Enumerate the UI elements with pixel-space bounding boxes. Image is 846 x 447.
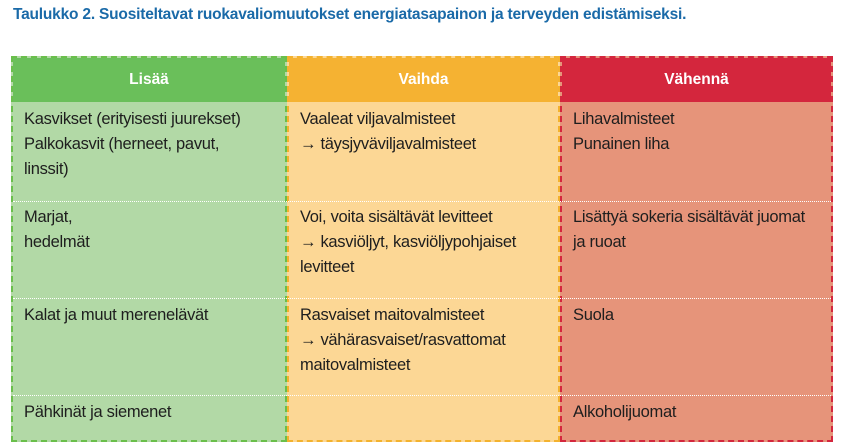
diet-recommendation-table: [11, 56, 833, 442]
cell-vaihda-1: [289, 107, 558, 157]
header-lisaa: Lisää: [13, 58, 285, 102]
cell-line: Alkoholijuomat: [573, 403, 677, 421]
cell-line: Pähkinät ja siemenet: [24, 403, 172, 421]
cell-line: Vaaleat viljavalmisteet: [300, 110, 456, 128]
header-vahenna: Vähennä: [562, 58, 831, 102]
cell-line: hedelmät: [24, 233, 90, 251]
cell-line: maitovalmisteet: [300, 356, 411, 374]
cell-lisaa-2: [13, 205, 285, 255]
cell-line: Kasvikset (erityisesti juurekset): [24, 110, 241, 128]
row-divider: [13, 201, 831, 202]
cell-line: Voi, voita sisältävät levitteet: [300, 208, 493, 226]
cell-line: Marjat,: [24, 208, 73, 226]
cell-vahenna-1: [562, 107, 831, 157]
cell-line: Rasvaiset maitovalmisteet: [300, 306, 485, 324]
cell-vahenna-4: [562, 400, 831, 425]
cell-line: Lihavalmisteet: [573, 110, 675, 128]
row-divider: [13, 395, 831, 396]
cell-vaihda-3: [289, 303, 558, 378]
cell-vahenna-2: [562, 205, 831, 255]
cell-vaihda-2: [289, 205, 558, 280]
cell-line: linssit): [24, 160, 69, 178]
cell-line: levitteet: [300, 258, 355, 276]
header-vaihda: Vaihda: [289, 58, 558, 102]
cell-line: Palkokasvit (herneet, pavut,: [24, 135, 220, 153]
cell-line: ja ruoat: [573, 233, 626, 251]
row-divider: [13, 298, 831, 299]
cell-line: → vähärasvaiset/rasvattomat: [300, 331, 506, 349]
table-title: Taulukko 2. Suositeltavat ruokavaliomuutokset energiatasapainon ja terveyden edistämiseksi.: [13, 6, 687, 23]
cell-line: → kasviöljyt, kasviöljypohjaiset: [300, 233, 516, 251]
cell-line: → täysjyväviljavalmisteet: [300, 135, 476, 153]
cell-vahenna-3: [562, 303, 831, 328]
cell-line: Kalat ja muut merenelävät: [24, 306, 209, 324]
cell-lisaa-3: [13, 303, 285, 328]
cell-lisaa-1: [13, 107, 285, 182]
cell-line: Punainen liha: [573, 135, 670, 153]
cell-lisaa-4: [13, 400, 285, 425]
cell-line: Suola: [573, 306, 614, 324]
cell-line: Lisättyä sokeria sisältävät juomat: [573, 208, 805, 226]
